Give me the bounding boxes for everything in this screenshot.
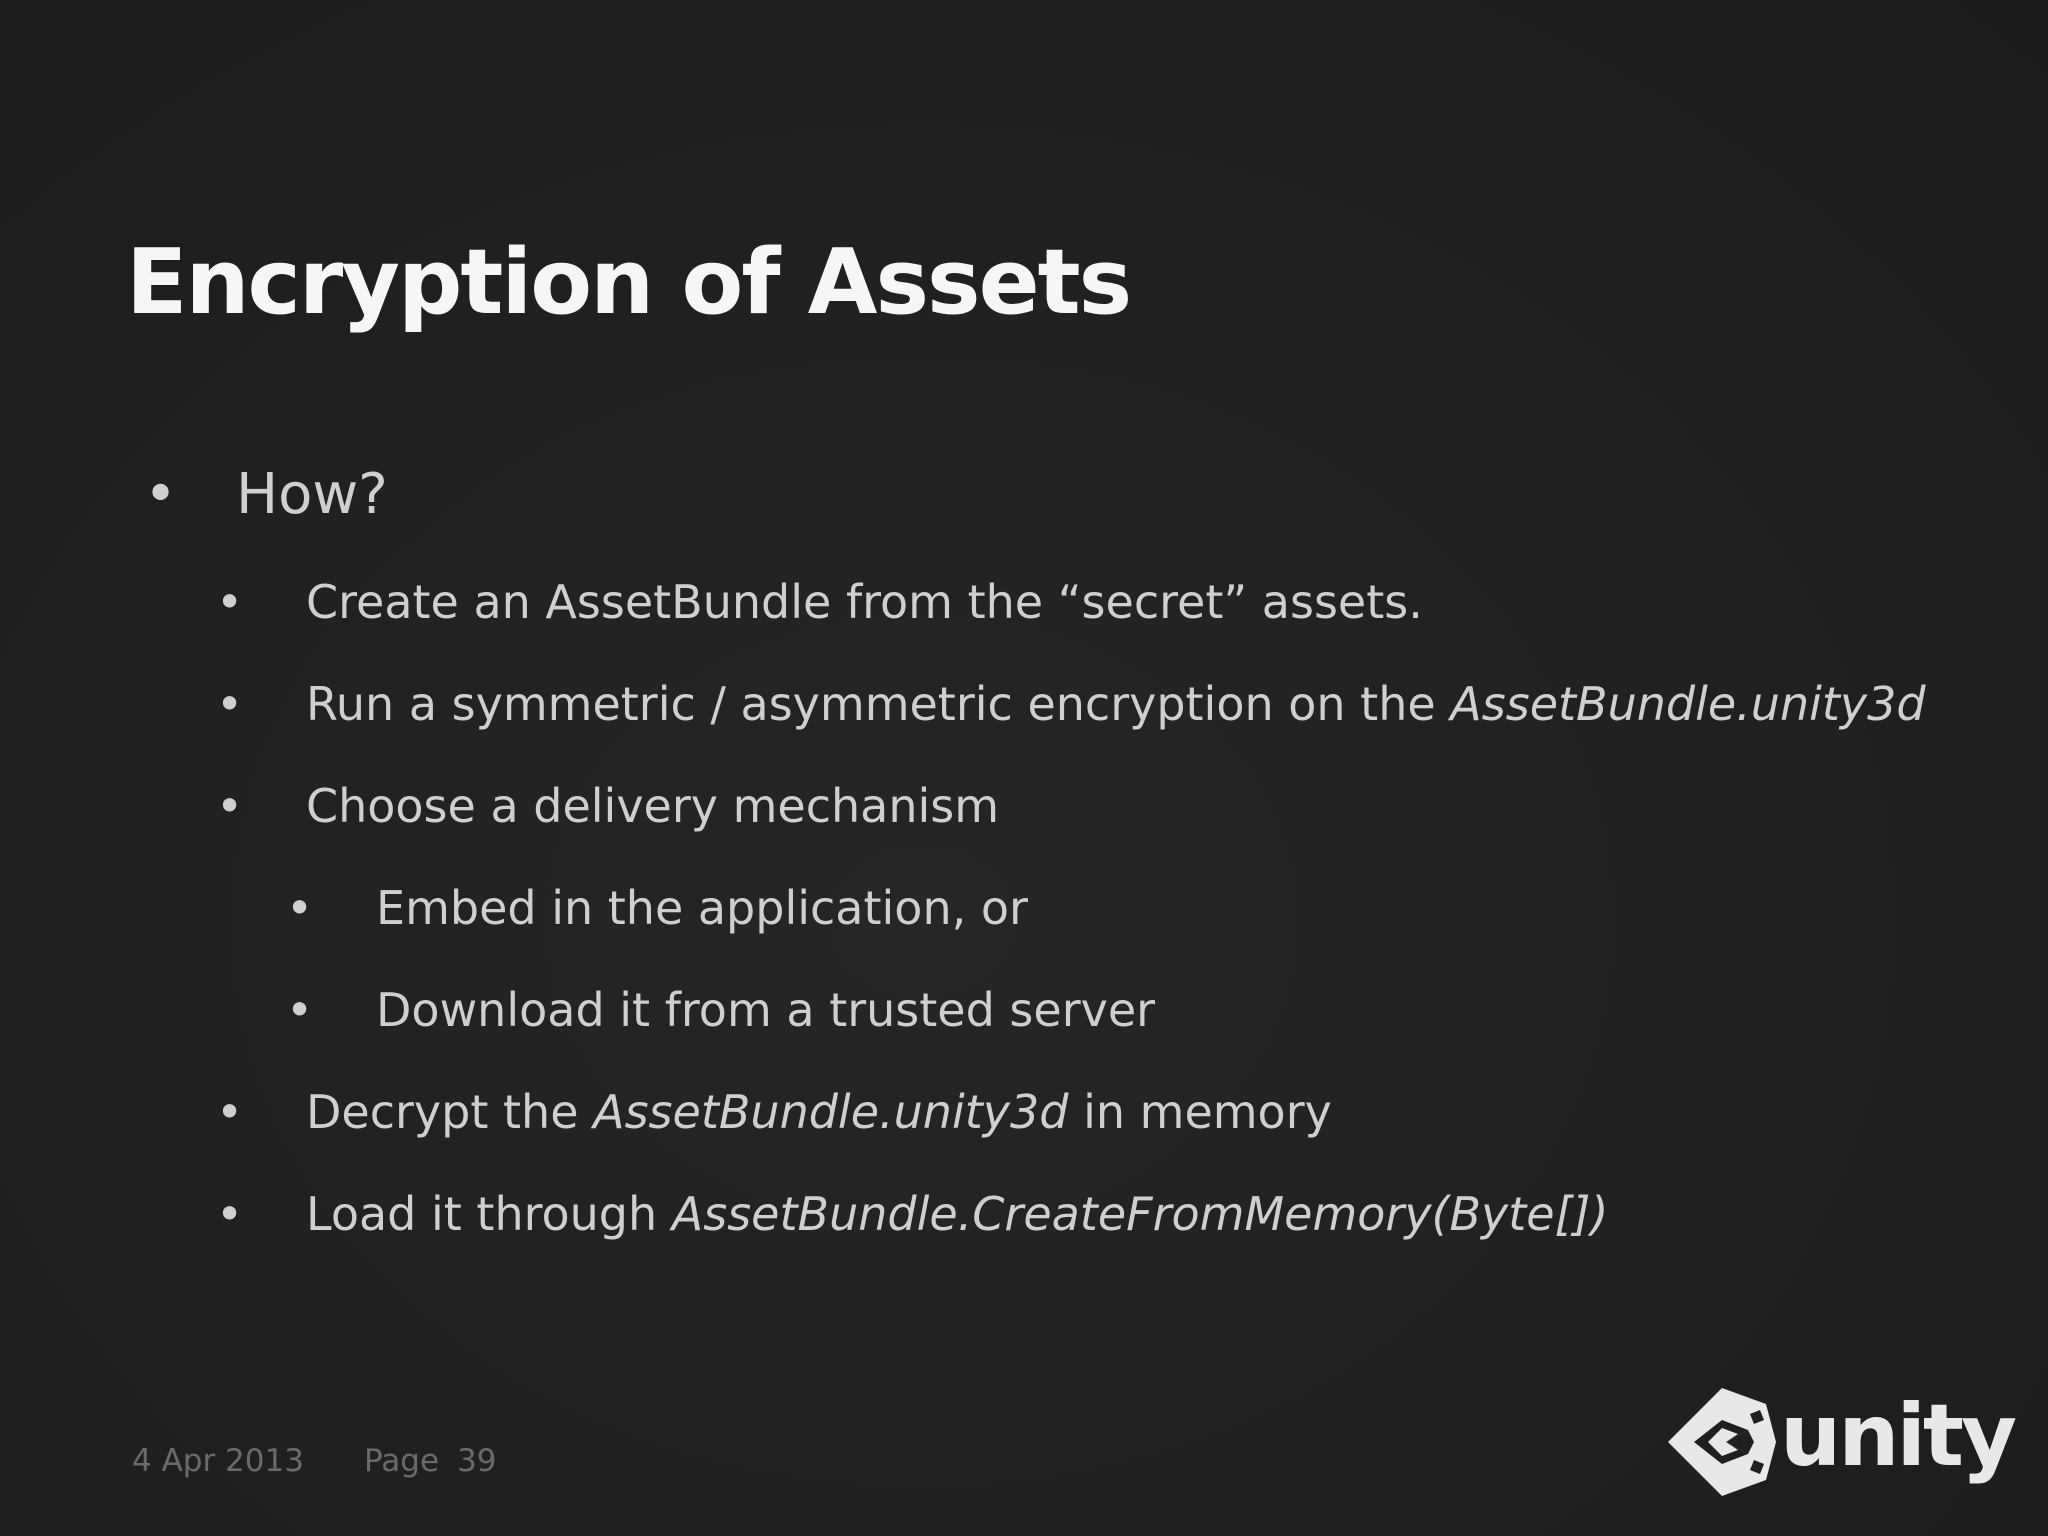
bullet-text: Decrypt the [306, 1085, 594, 1139]
bullet-run-encryption [216, 677, 1926, 731]
unity-cube-icon [1664, 1384, 1780, 1500]
bullet-text-emphasis: AssetBundle.unity3d [1450, 677, 1926, 731]
bullet-dot: • [286, 881, 314, 935]
bullet-dot: • [216, 677, 244, 731]
footer-date: 4 Apr 2013 [132, 1443, 304, 1479]
footer-page-label: Page [364, 1443, 440, 1479]
bullet-dot: • [286, 983, 314, 1037]
bullet-text: Create an AssetBundle from the “secret” assets. [306, 575, 1423, 629]
bullet-decrypt [216, 1085, 1332, 1139]
bullet-dot: • [216, 779, 244, 833]
bullet-how [144, 462, 388, 527]
unity-logo [1664, 1384, 2015, 1504]
bullet-download [286, 983, 1156, 1037]
bullet-text-emphasis: AssetBundle.unity3d [593, 1085, 1069, 1139]
footer-page [364, 1443, 497, 1479]
bullet-choose-delivery [216, 779, 1000, 833]
bullet-create-assetbundle [216, 575, 1423, 629]
bullet-text: How? [236, 462, 388, 527]
bullet-embed [286, 881, 1028, 935]
bullet-text-suffix: in memory [1068, 1085, 1332, 1139]
bullet-text: Download it from a trusted server [376, 983, 1156, 1037]
unity-wordmark: unity [1780, 1386, 2015, 1486]
bullet-text: Load it through [306, 1187, 672, 1241]
bullet-dot: • [216, 1187, 244, 1241]
bullet-load [216, 1187, 1609, 1241]
bullet-dot: • [216, 1085, 244, 1139]
footer-page-number: 39 [457, 1443, 497, 1479]
bullet-text: Run a symmetric / asymmetric encryption on the [306, 677, 1451, 731]
bullet-dot: • [216, 575, 244, 629]
bullet-text: Embed in the application, or [376, 881, 1028, 935]
bullet-text: Choose a delivery mechanism [306, 779, 1000, 833]
slide-title: Encryption of Assets [126, 230, 1131, 335]
bullet-dot: • [144, 462, 178, 527]
bullet-text-emphasis: AssetBundle.CreateFromMemory(Byte[]) [671, 1187, 1609, 1241]
